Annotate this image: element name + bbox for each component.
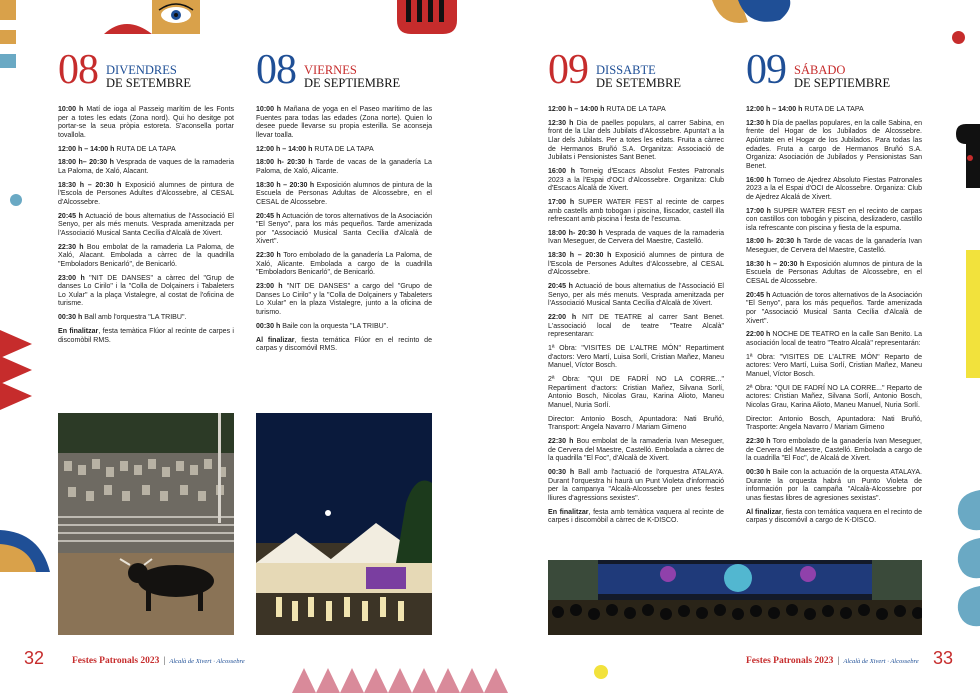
event-entry [746, 438, 922, 464]
program-column-viernes [256, 47, 433, 359]
event-entry [548, 416, 724, 433]
event-description: Ball amb l'orquestra "LA TRIBU". [82, 314, 187, 322]
event-description: , festa temàtica Flúor al recinte de carpes i discomòbil RMS. [58, 327, 234, 344]
event-description: Exposició alumnes de pintura de l'Escola de Persones Adultes d'Alcossebre, al CESAL d'Alcossebre. [58, 181, 234, 206]
event-time: 12:00 h – 14:00 h [58, 145, 115, 153]
event-entry [58, 182, 234, 208]
event-entry [746, 292, 922, 326]
event-time: 20:45 h [58, 212, 83, 220]
event-entry [746, 208, 922, 234]
event-description: Toro embolado de la ganadería Ivan Meseguer, de Cervera del Maestre, Castelló. Embolada a cargo de la cuadrilla "El Foc", de Alcalá de Xivert. [746, 438, 922, 463]
event-description: , fiesta temática Flúor en el recinto de carpas y discomóvil RMS. [256, 336, 432, 353]
event-description: 1ª Obra: "VISITES DE L'ALTRE MÓN" Repartiment d'actors: Vero Martí, Luisa Sorlí, Cristian Mañez, Maneu Manuel, Víctor Bosch. [548, 345, 724, 370]
event-time: 22:00 h [746, 331, 771, 339]
event-entry [548, 376, 724, 410]
footer-title: Festes Patronals 2023 [72, 656, 160, 666]
event-time: 18:00 h- 20:30 h [548, 229, 603, 237]
event-entry [256, 159, 432, 176]
event-entry [548, 168, 724, 194]
event-time: 12:00 h – 14:00 h [548, 106, 605, 113]
black-hook-decoration [956, 124, 980, 188]
event-description: Actuación de toros alternativos de la Asociación "El Senyo", para los más pequeños. Tarde amenizada por "Associació Musical Santa Cecília d'Alcalà de Xivert". [746, 291, 922, 325]
date-heading [746, 47, 922, 98]
event-time: En finalitzar [548, 508, 589, 516]
event-description: Dia de paelles populars, al carrer Sabina, en front de la Llar dels Jubilats d'Alcossebre. Apunta't a la Llar dels Jubilats. Per a totes les edats. Fruita a càrrec de Hermanos Bruñó S.A. Organitza: Associació de Jubilats i Pensionistes Sant Benet. [548, 119, 724, 162]
event-description: 2ª Obra: "QUI DE FADRÍ NO LA CORRE..." Repartiment d'actors: Cristian Mañez, Silvana Sorlí, Antonio Bosch, Nicolas Grau, Karina Alioto, Maneu Manuel, Nuria Sorlí. [548, 376, 724, 409]
event-description: Vesprada de vaques de la ramaderia La Paloma, de Xaló, Alacant. [58, 159, 234, 175]
event-description: Director: Antonio Bosch, Apuntadora: Nati Bruñó, Transport: Angela Navarro / Mariam Gimeno [548, 415, 724, 432]
event-time: 16:00 h [548, 167, 576, 175]
event-description: Exposició alumnes de pintura de l'Escola de Persones Adultes d'Alcossebre, al CESAL d'Alcossebre. [548, 252, 724, 277]
event-time: 18:30 h – 20:30 h [58, 181, 122, 189]
event-entry [746, 261, 922, 287]
event-entry [746, 469, 922, 503]
teal-square-decoration [0, 54, 16, 68]
event-time: 18:30 h – 20:30 h [256, 181, 315, 189]
gold-square-decoration [0, 0, 16, 20]
event-list [58, 106, 234, 345]
event-entry [256, 213, 432, 247]
event-description: Exposición alumnos de pintura de la Escuela de Personas Adultas de Alcossebre, en el CESAL de Alcossebre. [256, 181, 433, 206]
event-description: Día de paellas populares, en la calle Sabina, en frente del Hogar de los Jubilados de Alcossebre. Apúntate en el Hogar de los Jubilados. Para todas las edades. Fruta a cargo de Hermanos Bruñó S.A. Organiza: Asociación de Jubilados y Pensionistas San Benet. [746, 119, 922, 170]
event-time: 10:00 h [58, 106, 84, 113]
event-entry [746, 331, 922, 348]
yellow-dot-decoration [594, 665, 608, 679]
event-time: 18:00 h– 20:30 h [58, 159, 114, 167]
event-entry [746, 238, 922, 255]
red-dot-decoration [952, 31, 965, 44]
event-description: Director: Antonio Bosch, Apuntadora: Nati Bruñó, Trasporte: Angela Navarro / Mariam Gimeno [746, 415, 922, 432]
page-number-left: 32 [24, 648, 45, 668]
event-description: RUTA DE LA TAPA [312, 145, 374, 153]
event-description: 1ª Obra: "VISITES DE L'ALTRE MÓN" Reparto de actores: Vero Martí, Luisa Sorlí, Cristian Mañez, Maneu Manuel, Víctor Bosch. [746, 353, 922, 378]
month: DE SETEMBRE [596, 76, 682, 90]
gold-square-decoration [0, 30, 16, 44]
program-column-dissabte [548, 47, 724, 531]
event-description: Actuació de bous alternatius de l'Associació El Senyo, per als més menuts. Vesprada amenitzada per l'Associació Musical Santa Cecília d'Alcalà de Xivert. [58, 212, 234, 237]
footer-separator: | [837, 656, 840, 666]
footer-right [746, 651, 919, 671]
event-time: 22:30 h [746, 438, 771, 446]
event-time: 17:00 h [548, 198, 575, 206]
bull-event-photo [58, 413, 234, 635]
event-entry [548, 345, 724, 371]
footer-place: Alcalà de Xivert · Alcossebre [169, 657, 245, 665]
event-entry [58, 106, 234, 140]
page-number-right: 33 [933, 648, 954, 668]
event-time: 20:45 h [746, 291, 771, 299]
event-time: 00:30 h [746, 469, 771, 477]
night-dance-photo [256, 413, 432, 635]
event-description: RUTA DE LA TAPA [114, 145, 176, 153]
event-time: Al finalizar [746, 508, 782, 516]
footer-separator: | [163, 656, 166, 666]
teal-dot-decoration [10, 194, 22, 206]
event-time: 12:00 h – 14:00 h [746, 106, 803, 113]
month: DE SETEMBRE [106, 76, 192, 90]
event-time: 12:30 h [746, 119, 771, 127]
pink-triangles-decoration [292, 668, 512, 693]
event-entry [548, 230, 724, 247]
event-entry [548, 469, 724, 503]
event-description: Exposición alumnos de pintura de la Escuela de Personas Adultas de Alcossebre, en el CESAL de Alcossebre. [746, 260, 923, 286]
event-time: 12:00 h – 14:00 h [256, 145, 313, 153]
event-time: En finalitzar [58, 327, 99, 335]
event-entry [548, 199, 724, 225]
event-time: 23:00 h [256, 283, 283, 291]
weekday: SÁBADO [794, 63, 846, 77]
event-description: Bou embolat de la ramaderia La Paloma, de Xaló, Alacant. Embolada a càrrec de la quadrilla "Emboladors Benicarló", de Benicarló. [58, 243, 234, 268]
event-entry [746, 385, 922, 411]
event-entry [58, 275, 234, 309]
event-description: 2ª Obra: "QUI DE FADRÍ NO LA CORRE..." Reparto de actores: Cristian Mañez, Silvana Sorlí, Antonio Bosch, Nicolas Grau, Karina Alioto, Maneu Manuel, Nuria Sorlí. [746, 384, 922, 409]
event-entry [256, 106, 432, 140]
red-triangles-decoration [0, 330, 32, 410]
program-column-divendres [58, 47, 234, 350]
event-time: 18:30 h – 20:30 h [548, 252, 612, 260]
day-number: 09 [746, 47, 786, 93]
red-comb-decoration [397, 0, 457, 34]
event-entry [548, 283, 724, 309]
footer-place: Alcalà de Xivert · Alcossebre [843, 657, 919, 665]
event-entry [256, 323, 432, 332]
event-description: SUPER WATER FEST en el recinto de carpas con castillos con tobogán y piscina, deslizadero, castillo isla refrescante con piscina y fiesta de la espuma. [746, 207, 922, 232]
event-description: Baile con la orquesta "LA TRIBU". [280, 322, 389, 330]
event-description: Actuación de toros alternativos de la Asociación "El Senyo", para los más pequeños. Tarde amenizada por "Associació Musical Santa Cecília d'Alcalà de Xivert". [256, 212, 432, 246]
footer-left [72, 651, 245, 671]
event-entry [256, 283, 432, 317]
month: DE SEPTIEMBRE [794, 76, 891, 90]
event-description: Tarde de vacas de la ganadería La Paloma, de Xaló, Alicante. [256, 159, 432, 175]
weekday: VIERNES [304, 63, 357, 77]
event-description: Actuació de bous alternatius de l'Associació El Senyo, per als més menuts. Vesprada amenitzada per l'Associació Musical Santa Cecília d'Alcalà de Xivert. [548, 283, 724, 308]
event-description: Ball amb l'actuació de l'orquestra ATALAYA. Durant l'orquestra hi haurà un Punt Violeta d'informació per la campanya "Alcalà-Alcossebre per unes festes lliures d'agressions sexistes". [548, 469, 724, 502]
event-time: 18:00 h- 20:30 h [746, 238, 802, 246]
event-description: , festa amb temàtica vaquera al recinte de carpes i discomòbil a càrrec de K-DISCO. [548, 508, 724, 525]
eye-icon [104, 0, 200, 34]
event-entry [256, 252, 432, 278]
event-entry [58, 213, 234, 239]
event-description: NIT DE TEATRE al carrer Sant Benet. L'associació local de teatre "Teatre Alcalà" representaran: [548, 314, 724, 339]
event-time: 00:30 h [256, 322, 281, 330]
event-entry [256, 337, 432, 354]
event-time: 17:00 h [746, 207, 771, 215]
event-description: , fiesta con temática vaquera en el recinto de carpas y discomóvil a cargo de K-DISCO. [746, 508, 922, 525]
event-entry [548, 252, 724, 278]
month: DE SEPTIEMBRE [304, 76, 401, 90]
event-time: 00:30 h [548, 469, 575, 477]
event-entry [746, 416, 922, 433]
event-description: Torneig d'Escacs Absolut Festes Patronals 2023 a la l'Espai d'OCI d'Alcossebre. Organitza: Club d'Escacs Alcalà de Xivert. [548, 167, 724, 193]
day-number: 09 [548, 47, 588, 93]
event-description: Baile con la actuación de la orquesta ATALAYA. Durante la orquesta habrá un Punto Violeta de información por la campaña "Alcalà-Alcossebre por unas fiestas libres de agresiones sexistas". [746, 469, 922, 502]
quarter-circle-decoration [0, 522, 52, 572]
event-entry [746, 106, 922, 115]
event-entry [548, 120, 724, 163]
event-time: 12:30 h [548, 119, 574, 127]
event-entry [58, 314, 234, 323]
event-time: 20:45 h [548, 283, 573, 291]
event-time: 22:00 h [548, 314, 577, 322]
event-entry [548, 509, 724, 526]
event-entry [548, 314, 724, 340]
day-number: 08 [256, 47, 296, 93]
event-list [548, 106, 724, 526]
date-heading [548, 47, 724, 98]
event-time: 18:30 h – 20:30 h [746, 260, 805, 268]
event-time: 18:00 h- 20:30 h [256, 159, 313, 167]
half-circle-decoration [712, 0, 792, 28]
event-description: "NIT DE DANSES" a càrrec del "Grup de danses Lo Cirilo" i la "Colla de Dolçainers i Tabaleters Lo Xular" a la plaça Vistalegre, al costat de l'oficina de turisme. [58, 274, 234, 308]
day-number: 08 [58, 47, 98, 93]
weekday: DISSABTE [596, 63, 656, 77]
footer-title: Festes Patronals 2023 [746, 656, 834, 666]
yellow-bar-decoration [966, 250, 980, 378]
event-list [256, 106, 432, 354]
event-description: Bou embolat de la ramaderia Ivan Meseguer, de Cervera del Maestre, Castelló. Embolada a càrrec de la quadrilla "El Foc", d'Alcalà de Xivert. [548, 438, 724, 463]
date-heading [256, 47, 432, 98]
event-description: SUPER WATER FEST al recinte de carpes amb castells amb tobogan i piscina, lliscador, castell illa refrescant amb piscina i festa de l'escuma. [548, 198, 724, 224]
event-list [746, 106, 922, 526]
event-time: 22:30 h [58, 243, 84, 251]
event-description: RUTA DE LA TAPA [802, 106, 864, 113]
event-description: Matí de ioga al Passeig marítim de les Fonts per a totes les edats (Zona nord). Qui ho desitge pot portar-se la seua pròpia estoreta. S'aconsella portar tovallola. [58, 106, 234, 139]
event-entry [58, 159, 234, 176]
teal-waves-decoration [952, 490, 980, 630]
event-entry [746, 509, 922, 526]
event-description: Mañana de yoga en el Paseo marítimo de las Fuentes para todas las edades (Zona norte). Quien lo desee puede llevarse su propia esterilla. Se aconseja llevar toalla. [256, 106, 433, 139]
event-entry [58, 328, 234, 345]
event-entry [548, 106, 724, 115]
event-entry [548, 438, 724, 464]
event-entry [746, 354, 922, 380]
event-description: RUTA DE LA TAPA [604, 106, 666, 113]
event-entry [256, 182, 432, 208]
event-time: 22:30 h [548, 438, 574, 446]
event-description: Torneo de Ajedrez Absoluto Fiestas Patronales 2023 a la el Espai d'OCI de Alcossebre. Organiza: Club de Ajedrez Alcalá de Xivert. [746, 176, 922, 201]
weekday: DIVENDRES [106, 63, 177, 77]
event-description: Tarde de vacas de la ganadería Ivan Meseguer, de Cervera del Maestre, Castelló. [746, 238, 922, 255]
event-time: 22:30 h [256, 252, 281, 260]
event-description: Vesprada de vaques de la ramaderia Ivan Meseguer, de Cervera del Maestre, Castelló. [548, 229, 724, 246]
event-entry [58, 146, 234, 155]
event-time: 16:00 h [746, 176, 771, 184]
concert-crowd-photo [548, 560, 922, 635]
event-description: NOCHE DE TEATRO en la calle San Benito. La asociación local de teatro "Teatro Alcalà" representarán: [746, 331, 922, 347]
event-time: 00:30 h [58, 314, 83, 322]
date-heading [58, 47, 234, 98]
event-description: "NIT DE DANSES" a cargo del "Grupo de Danses Lo Cirilo" y la "Colla de Dolçainers y Tabaleters Lo Xular" en la plaza Vistalegre, junto a la oficina de turismo. [256, 283, 432, 316]
event-entry [58, 244, 234, 270]
event-time: 10:00 h [256, 106, 282, 113]
event-entry [746, 120, 922, 172]
event-entry [746, 177, 922, 203]
event-time: 23:00 h [58, 274, 85, 282]
program-column-sabado [746, 47, 923, 531]
event-entry [256, 146, 432, 155]
event-time: 20:45 h [256, 212, 281, 220]
event-time: Al finalizar [256, 336, 295, 344]
event-description: Toro embolado de la ganadería La Paloma, de Xaló, Alicante. Embolada a cargo de la cuadrilla "Emboladors Benicarló", de Benicarló. [256, 252, 432, 277]
